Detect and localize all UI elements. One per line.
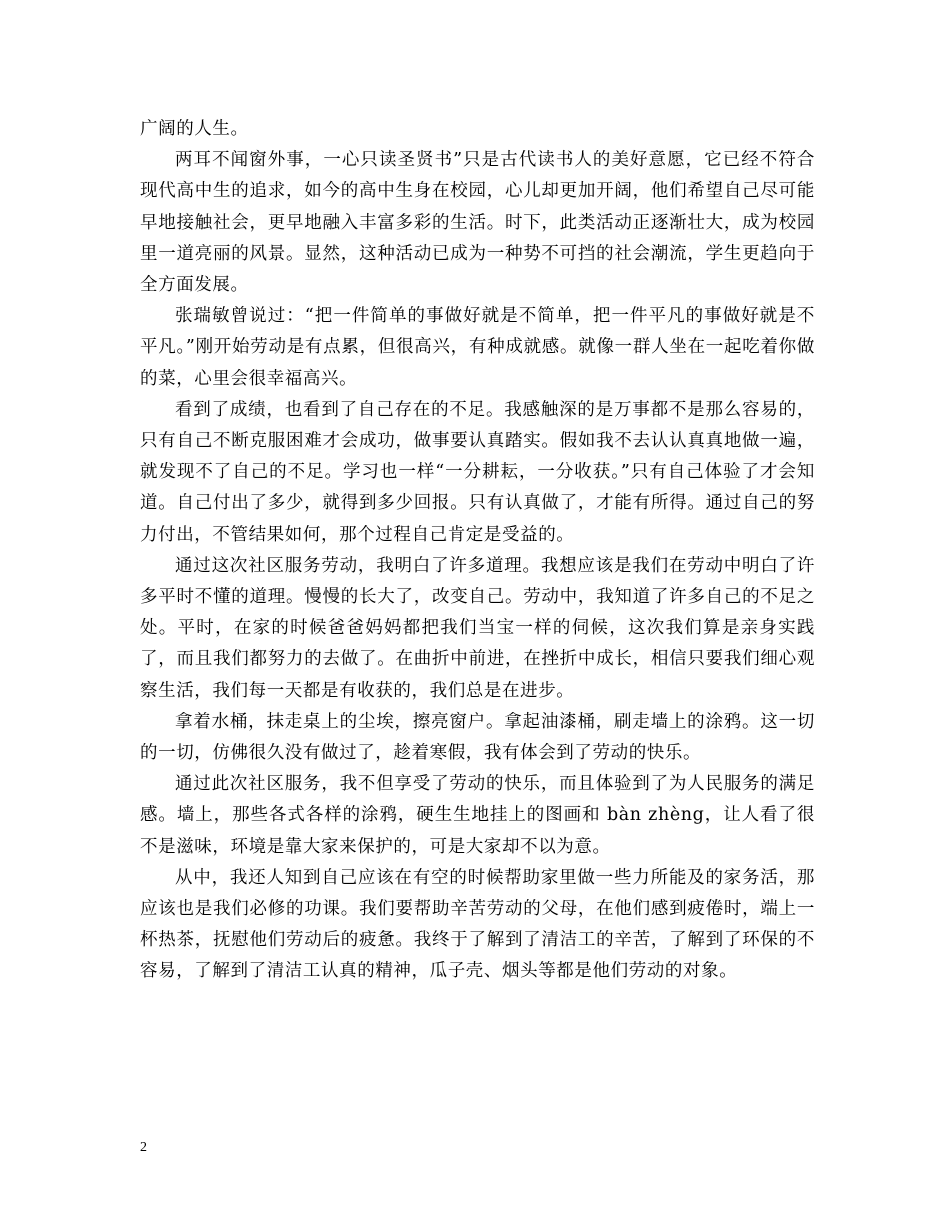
paragraph: 看到了成绩，也看到了自己存在的不足。我感触深的是万事都不是那么容易的，只有自己不断克服困难才会成功，做事要认真踏实。假如我不去认认真真地做一遍，就发现不了自己的不足。学习也一样“一分耕耘，一分收获。”只有自己体验了才会知道。自己付出了多少，就得到多少回报。只有认真做了，才能有所得。通过自己的努力付出，不管结果如何，那个过程自己肯定是受益的。 [140, 399, 815, 545]
paragraph: 从中，我还人知到自己应该在有空的时候帮助家里做一些力所能及的家务活，那应该也是我们必修的功课。我们要帮助辛苦劳动的父母，在他们感到疲倦时，端上一杯热茶，抚慰他们劳动后的疲惫。我终于了解到了清洁工的辛苦，了解到了环保的不容易，了解到了清洁工认真的精神，瓜子壳、烟头等都是他们劳动的对象。 [140, 867, 815, 982]
page-number: 2 [140, 1140, 147, 1155]
paragraph: 通过这次社区服务劳动，我明白了许多道理。我想应该是我们在劳动中明白了许多平时不懂的道理。慢慢的长大了，改变自己。劳动中，我知道了许多自己的不足之处。平时，在家的时候爸爸妈妈都把我们当宝一样的伺候，这次我们算是亲身实践了，而且我们都努力的去做了。在曲折中前进，在挫折中成长，相信只要我们细心观察生活，我们每一天都是有收获的，我们总是在进步。 [140, 555, 815, 701]
paragraph: 拿着水桶，抹走桌上的尘埃，擦亮窗户。拿起油漆桶，刷走墙上的涂鸦。这一切的一切，仿佛很久没有做过了，趁着寒假，我有体会到了劳动的快乐。 [140, 711, 815, 764]
paragraph-continuation: 广阔的人生。 [140, 119, 249, 139]
paragraph: 张瑞敏曾说过：“把一件简单的事做好就是不简单，把一件平凡的事做好就是不平凡。”刚开始劳动是有点累，但很高兴，有种成就感。就像一群人坐在一起吃着你做的菜，心里会很幸福高兴。 [140, 306, 815, 389]
body-text [140, 114, 815, 988]
paragraph: 通过此次社区服务，我不但享受了劳动的快乐，而且体验到了为人民服务的满足感。墙上，那些各式各样的涂鸦，硬生生地挂上的图画和 bàn zhèng，让人看了很不是滋味，环境是靠大家来保护的，可是大家却不以为意。 [140, 774, 815, 857]
paragraph: 两耳不闻窗外事，一心只读圣贤书”只是古代读书人的美好意愿，它已经不符合现代高中生的追求，如今的高中生身在校园，心儿却更加开阔，他们希望自己尽可能早地接触社会，更早地融入丰富多彩的生活。时下，此类活动正逐渐壮大，成为校园里一道亮丽的风景。显然，这种活动已成为一种势不可挡的社会潮流，学生更趋向于全方面发展。 [140, 150, 815, 296]
